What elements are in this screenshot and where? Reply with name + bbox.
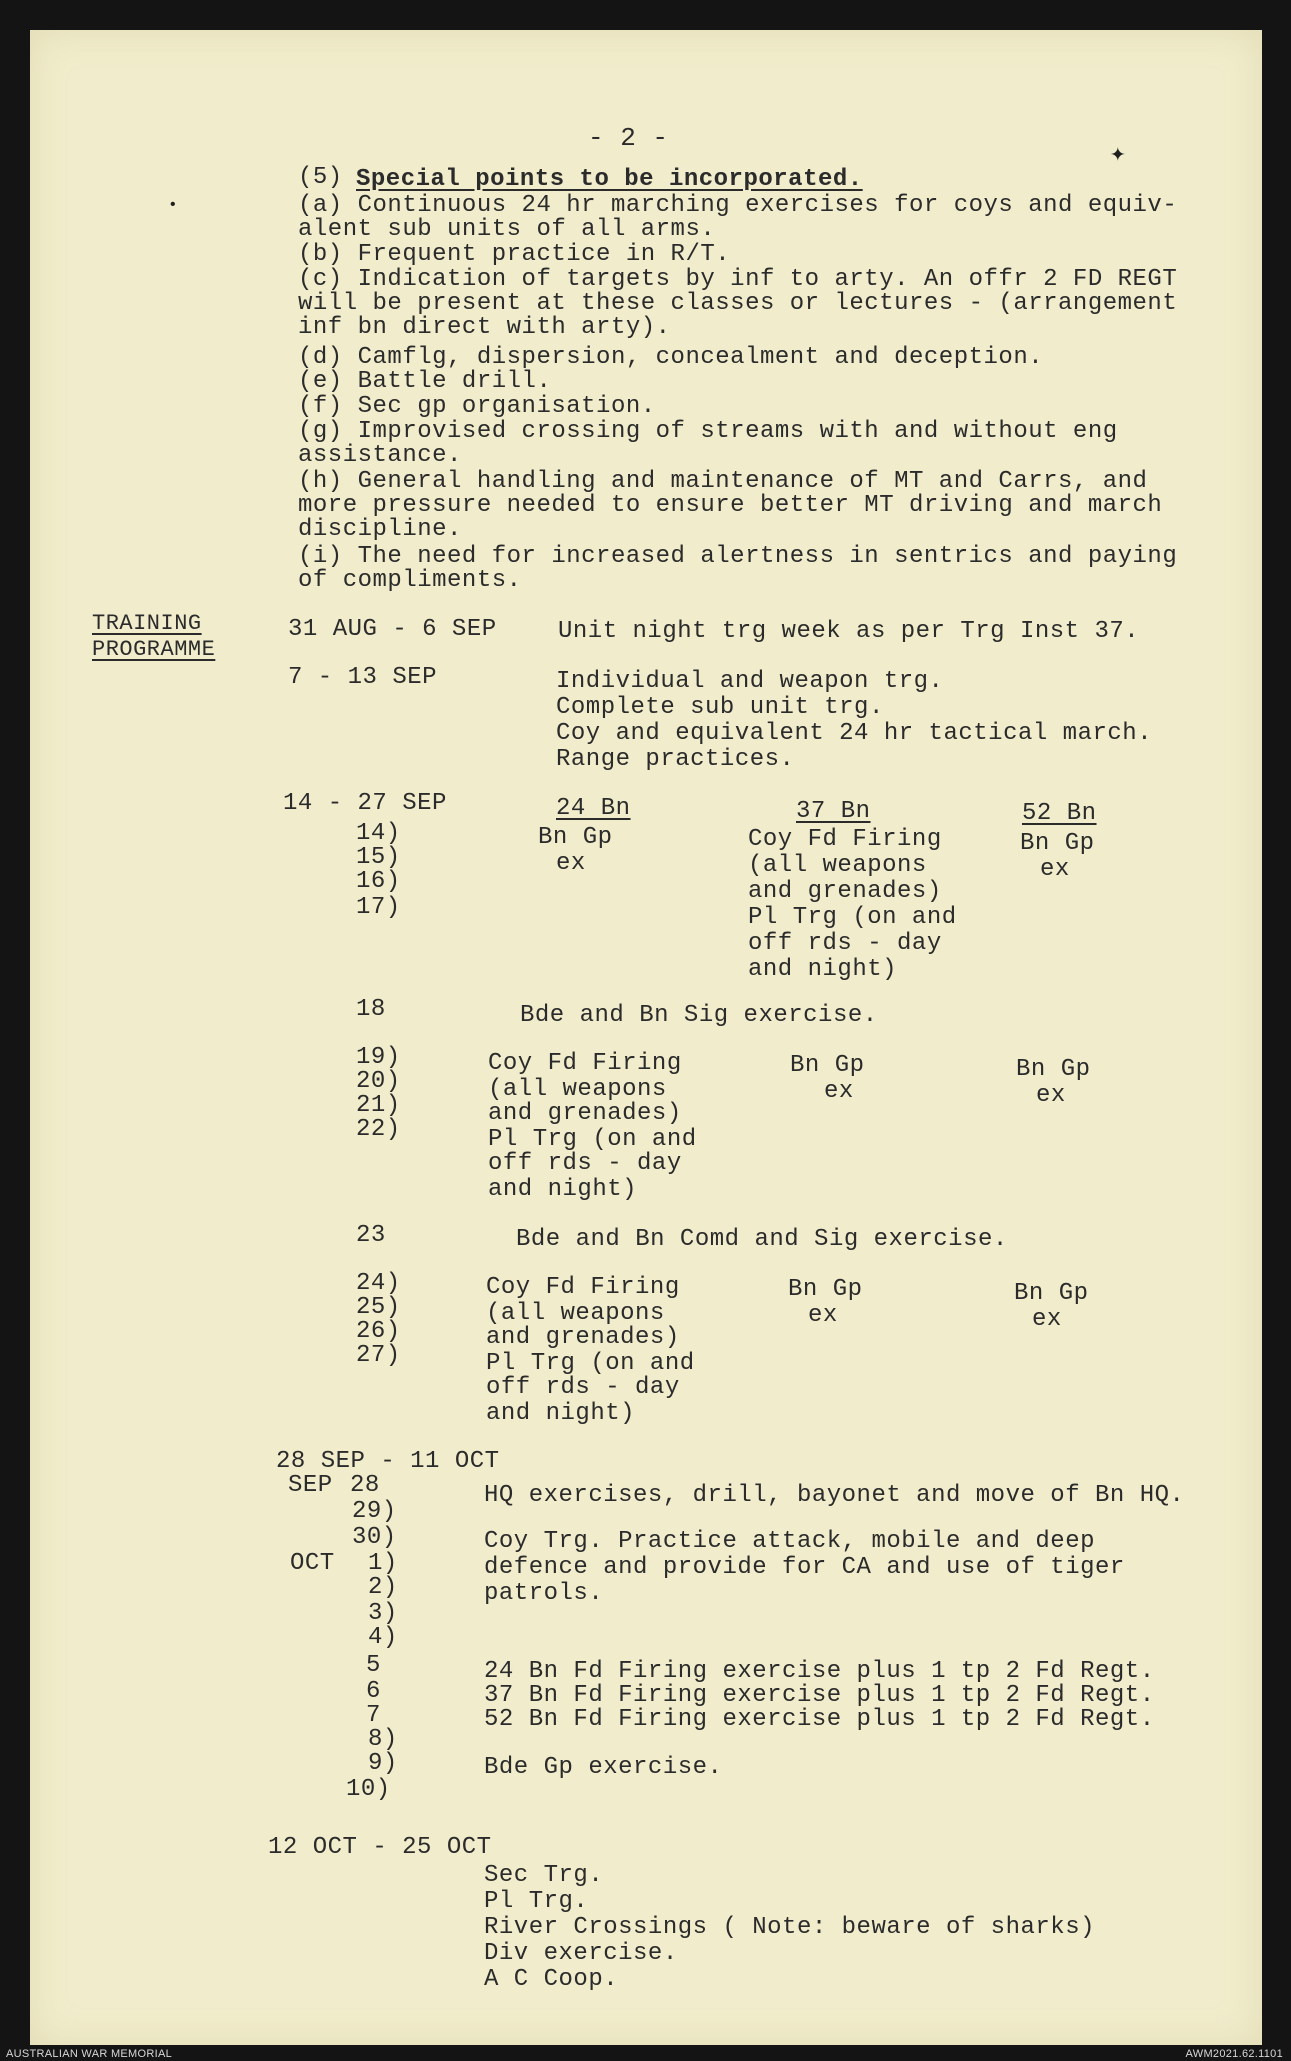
day-text: HQ exercises, drill, bayonet and move of Bn HQ. xyxy=(484,1482,1185,1509)
period-dates: 7 - 13 SEP xyxy=(288,664,438,691)
unit-heading-24: 24 Bn xyxy=(556,795,631,822)
period-dates: 28 SEP - 11 OCT xyxy=(276,1448,500,1475)
day-label: 6 xyxy=(366,1678,381,1705)
day-label: 21) xyxy=(356,1092,401,1119)
cell-24: off rds - day xyxy=(488,1150,682,1177)
special-line: (d) Camflg, dispersion, concealment and deception. xyxy=(298,344,1044,371)
period-dates: 31 AUG - 6 SEP xyxy=(288,616,497,643)
day-label: 1) xyxy=(368,1550,398,1577)
special-line: (f) Sec gp organisation. xyxy=(298,393,656,420)
special-line: inf bn direct with arty). xyxy=(298,314,671,341)
cell-37: (all weapons xyxy=(748,852,927,879)
day-label: 23 xyxy=(356,1222,386,1249)
cell-24: Coy Fd Firing xyxy=(488,1050,682,1077)
cell-24: ex xyxy=(556,850,586,877)
period-line: Range practices. xyxy=(556,746,795,773)
cell-24: Pl Trg (on and xyxy=(488,1126,697,1153)
period-dates: 12 OCT - 25 OCT xyxy=(268,1834,492,1861)
coy-line: Coy Trg. Practice attack, mobile and deep xyxy=(484,1528,1095,1555)
period-line: Sec Trg. xyxy=(484,1862,604,1889)
day-label: 28 xyxy=(350,1472,380,1499)
special-line: assistance. xyxy=(298,442,462,469)
month-label: OCT xyxy=(290,1550,335,1577)
cell-24: off rds - day xyxy=(486,1374,680,1401)
period-line: A C Coop. xyxy=(484,1966,619,1993)
day-label: 22) xyxy=(356,1116,401,1143)
cell-24: and grenades) xyxy=(486,1324,680,1351)
day-text: 37 Bn Fd Firing exercise plus 1 tp 2 Fd Regt. xyxy=(484,1682,1155,1709)
day-text: Bde and Bn Comd and Sig exercise. xyxy=(516,1226,1008,1253)
cell-37: Bn Gp xyxy=(788,1276,863,1303)
cell-37: and night) xyxy=(748,956,898,983)
day-label: 14) xyxy=(356,820,401,847)
period-line: Pl Trg. xyxy=(484,1888,589,1915)
month-label: SEP xyxy=(288,1472,333,1499)
cell-37: Coy Fd Firing xyxy=(748,826,942,853)
day-text: Bde and Bn Sig exercise. xyxy=(520,1002,878,1029)
cell-52: ex xyxy=(1036,1082,1066,1109)
period-line: Complete sub unit trg. xyxy=(556,694,884,721)
cell-37: Bn Gp xyxy=(790,1052,865,1079)
cell-24: Pl Trg (on and xyxy=(486,1350,695,1377)
cell-52: ex xyxy=(1032,1306,1062,1333)
cell-37: Pl Trg (on and xyxy=(748,904,957,931)
cell-24: (all weapons xyxy=(486,1300,665,1327)
day-label: 3) xyxy=(368,1600,398,1627)
cell-37: ex xyxy=(824,1078,854,1105)
special-line: will be present at these classes or lectures - (arrangement xyxy=(298,290,1178,317)
cell-52: Bn Gp xyxy=(1014,1280,1089,1307)
day-label: 25) xyxy=(356,1294,401,1321)
day-label: 26) xyxy=(356,1318,401,1345)
coy-line: patrols. xyxy=(484,1580,604,1607)
cell-37: and grenades) xyxy=(748,878,942,905)
special-line: (b) Frequent practice in R/T. xyxy=(298,241,731,268)
special-line: (c) Indication of targets by inf to arty. An offr 2 FD REGT xyxy=(298,266,1178,293)
day-label: 27) xyxy=(356,1342,401,1369)
cell-24: and night) xyxy=(486,1400,636,1427)
day-label: 16) xyxy=(356,868,401,895)
day-label: 7 xyxy=(366,1702,381,1729)
day-label: 20) xyxy=(356,1068,401,1095)
day-label: 10) xyxy=(346,1776,391,1803)
ink-speck: • xyxy=(168,196,178,214)
day-label: 8) xyxy=(368,1726,398,1753)
special-line: (g) Improvised crossing of streams with and without eng xyxy=(298,418,1118,445)
day-text: 52 Bn Fd Firing exercise plus 1 tp 2 Fd Regt. xyxy=(484,1706,1155,1733)
cell-52: Bn Gp xyxy=(1020,830,1095,857)
day-label: 30) xyxy=(352,1524,397,1551)
unit-heading-37: 37 Bn xyxy=(796,798,871,825)
day-label: 2) xyxy=(368,1574,398,1601)
day-label: 19) xyxy=(356,1044,401,1071)
special-line: (e) Battle drill. xyxy=(298,368,552,395)
special-line: (a) Continuous 24 hr marching exercises for coys and equiv- xyxy=(298,192,1178,219)
special-line: (h) General handling and maintenance of MT and Carrs, and xyxy=(298,468,1148,495)
unit-heading-52: 52 Bn xyxy=(1022,800,1097,827)
period-line: River Crossings ( Note: beware of sharks) xyxy=(484,1914,1095,1941)
day-text: 24 Bn Fd Firing exercise plus 1 tp 2 Fd Regt. xyxy=(484,1658,1155,1685)
day-label: 18 xyxy=(356,996,386,1023)
special-line: of compliments. xyxy=(298,567,522,594)
cell-37: ex xyxy=(808,1302,838,1329)
day-label: 29) xyxy=(352,1498,397,1525)
cell-52: Bn Gp xyxy=(1016,1056,1091,1083)
day-label: 9) xyxy=(368,1750,398,1777)
day-label: 4) xyxy=(368,1624,398,1651)
cell-24: Coy Fd Firing xyxy=(486,1274,680,1301)
cell-24: Bn Gp xyxy=(538,824,613,851)
period-text: Unit night trg week as per Trg Inst 37. xyxy=(558,618,1140,645)
day-label: 15) xyxy=(356,844,401,871)
cell-37: off rds - day xyxy=(748,930,942,957)
cell-24: (all weapons xyxy=(488,1076,667,1103)
period-line: Individual and weapon trg. xyxy=(556,668,944,695)
special-points-heading: Special points to be incorporated. xyxy=(356,166,863,193)
special-line: (i) The need for increased alertness in sentrics and paying xyxy=(298,543,1178,570)
section-number: (5) xyxy=(298,164,343,191)
special-line: discipline. xyxy=(298,516,462,543)
period-line: Div exercise. xyxy=(484,1940,678,1967)
coy-line: defence and provide for CA and use of tiger xyxy=(484,1554,1125,1581)
period-line: Coy and equivalent 24 hr tactical march. xyxy=(556,720,1153,747)
page-number: - 2 - xyxy=(588,123,669,153)
day-label: 24) xyxy=(356,1270,401,1297)
day-label: 17) xyxy=(356,894,401,921)
training-heading: TRAINING xyxy=(92,611,202,636)
footer-source: AUSTRALIAN WAR MEMORIAL xyxy=(6,2048,173,2060)
programme-heading: PROGRAMME xyxy=(92,637,216,662)
period-dates: 14 - 27 SEP xyxy=(283,790,447,817)
ink-mark: ✦ xyxy=(1110,139,1126,169)
day-text: Bde Gp exercise. xyxy=(484,1754,723,1781)
cell-24: and grenades) xyxy=(488,1100,682,1127)
cell-24: and night) xyxy=(488,1176,638,1203)
footer-reference: AWM2021.62.1101 xyxy=(1185,2048,1283,2060)
special-line: more pressure needed to ensure better MT driving and march xyxy=(298,492,1163,519)
day-label: 5 xyxy=(366,1652,381,1679)
special-line: alent sub units of all arms. xyxy=(298,216,716,243)
cell-52: ex xyxy=(1040,856,1070,883)
